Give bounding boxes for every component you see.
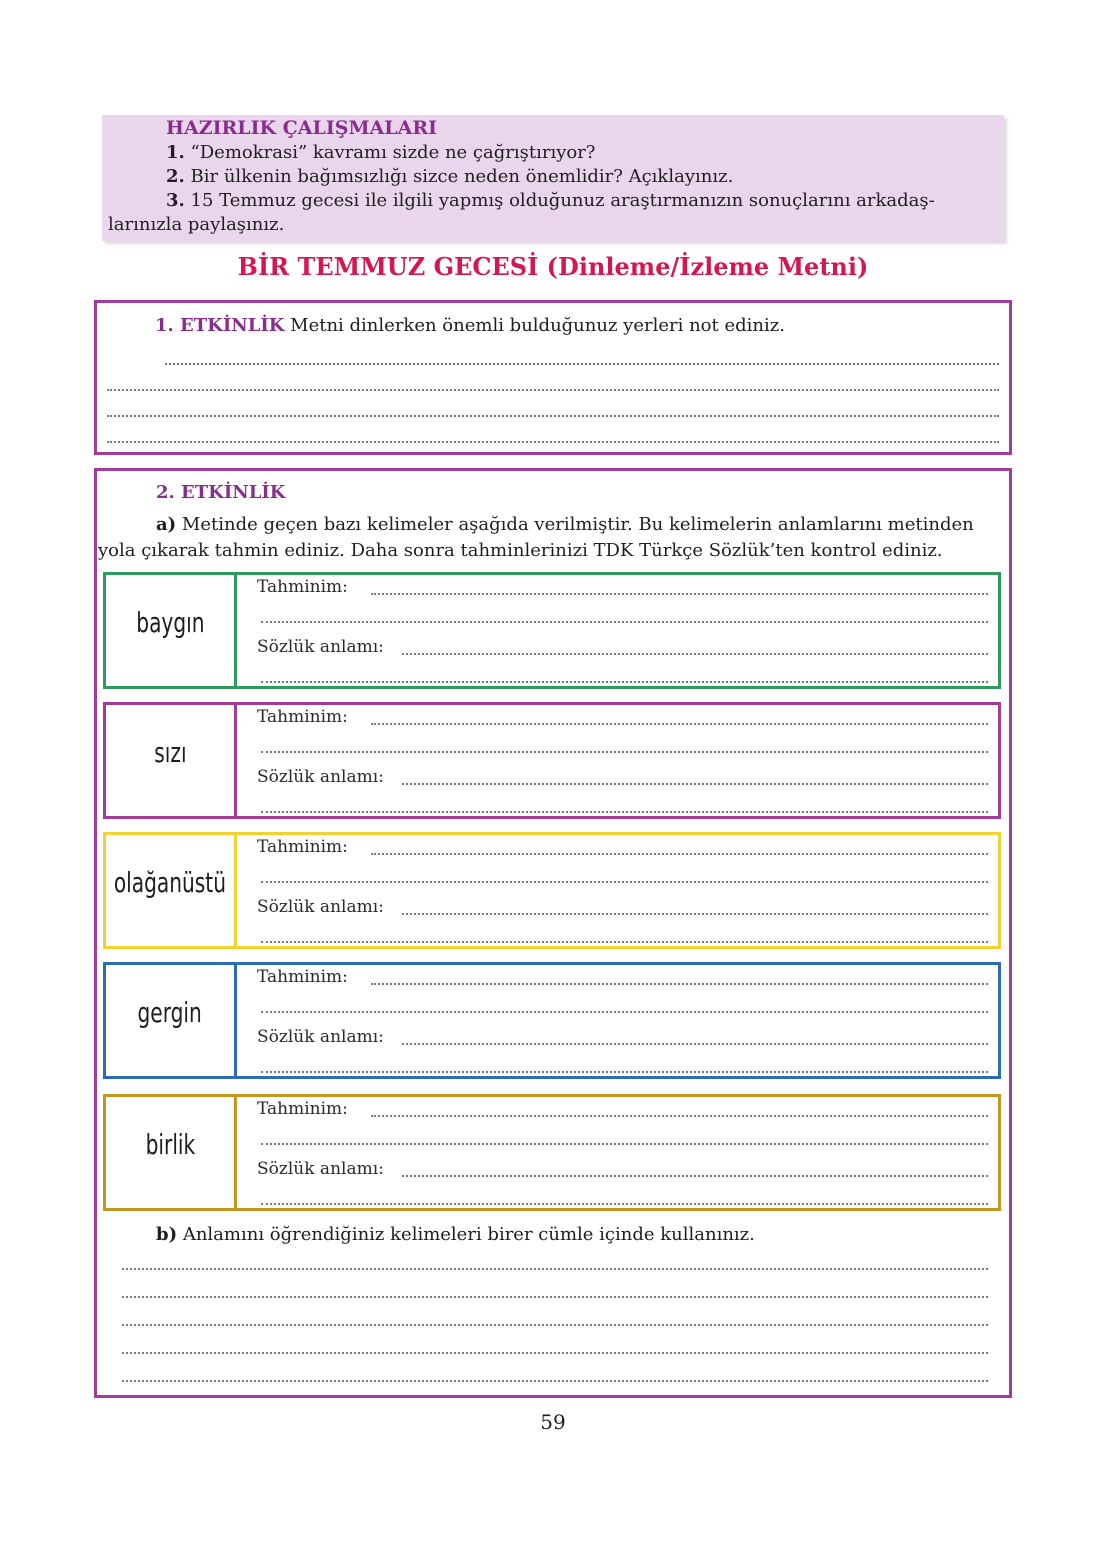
- guess-label: Tahminim:: [257, 1099, 348, 1119]
- dictionary-answer-line[interactable]: [261, 681, 988, 683]
- activity-2-label: 2. ETKİNLİK: [156, 482, 286, 503]
- dictionary-answer-line[interactable]: [261, 1203, 988, 1205]
- dictionary-label: Sözlük anlamı:: [257, 897, 384, 917]
- prep-item-2: 2. Bir ülkenin bağımsızlığı sizce neden önemlidir? Açıklayınız.: [166, 166, 734, 187]
- guess-answer-line[interactable]: [261, 621, 988, 623]
- guess-answer-line[interactable]: [371, 983, 988, 985]
- sentence-line[interactable]: [122, 1380, 988, 1382]
- word-label: olağanüstü: [113, 866, 227, 899]
- guess-answer-line[interactable]: [261, 751, 988, 753]
- guess-answer-line[interactable]: [371, 1115, 988, 1117]
- word-cell: [106, 965, 237, 1076]
- sentence-line[interactable]: [122, 1352, 988, 1354]
- word-label: sızı: [153, 736, 187, 769]
- sentence-line[interactable]: [122, 1296, 988, 1298]
- page-number: 59: [540, 1410, 566, 1434]
- answer-line[interactable]: [107, 415, 999, 417]
- activity-1-instruction: 1. ETKİNLİK Metni dinlerken önemli bulduğunuz yerleri not ediniz.: [155, 315, 785, 336]
- guess-answer-line[interactable]: [371, 853, 988, 855]
- guess-answer-line[interactable]: [371, 593, 988, 595]
- word-cell: [106, 1097, 237, 1208]
- word-cell: [106, 705, 237, 816]
- prep-item-1: 1. “Demokrasi” kavramı sizde ne çağrıştırıyor?: [166, 142, 596, 163]
- sentence-line[interactable]: [122, 1268, 988, 1270]
- page-title: BİR TEMMUZ GECESİ (Dinleme/İzleme Metni): [237, 252, 869, 281]
- guess-label: Tahminim:: [257, 707, 348, 727]
- answer-line[interactable]: [107, 441, 999, 443]
- word-cell: [106, 575, 237, 686]
- dictionary-answer-line[interactable]: [261, 941, 988, 943]
- word-row-olaganustu: [103, 832, 1001, 949]
- activity-2b-instruction: b) Anlamını öğrendiğiniz kelimeleri birer cümle içinde kullanınız.: [156, 1224, 755, 1245]
- guess-label: Tahminim:: [257, 967, 348, 987]
- word-label: birlik: [145, 1128, 195, 1161]
- dictionary-answer-line[interactable]: [402, 1043, 988, 1045]
- prep-item-3-continued: larınızla paylaşınız.: [108, 214, 285, 235]
- dictionary-label: Sözlük anlamı:: [257, 767, 384, 787]
- prep-item-3: 3. 15 Temmuz gecesi ile ilgili yapmış olduğunuz araştırmanızın sonuçlarını arkadaş-: [166, 190, 935, 211]
- activity-1-box: [94, 300, 1012, 455]
- guess-label: Tahminim:: [257, 577, 348, 597]
- activity-2a-line-1: a) Metinde geçen bazı kelimeler aşağıda verilmiştir. Bu kelimelerin anlamlarını metinden: [156, 514, 974, 535]
- word-cell: [106, 835, 237, 946]
- word-label: baygın: [135, 606, 205, 639]
- sentence-line[interactable]: [122, 1324, 988, 1326]
- word-row-baygin: [103, 572, 1001, 689]
- word-label: gergin: [137, 996, 203, 1029]
- guess-answer-line[interactable]: [261, 1143, 988, 1145]
- answer-line[interactable]: [107, 389, 999, 391]
- dictionary-label: Sözlük anlamı:: [257, 1159, 384, 1179]
- dictionary-answer-line[interactable]: [261, 811, 988, 813]
- word-row-sizi: [103, 702, 1001, 819]
- word-row-birlik: [103, 1094, 1001, 1211]
- dictionary-answer-line[interactable]: [402, 913, 988, 915]
- answer-line[interactable]: [165, 363, 999, 365]
- dictionary-answer-line[interactable]: [402, 783, 988, 785]
- guess-answer-line[interactable]: [261, 1011, 988, 1013]
- dictionary-answer-line[interactable]: [402, 1175, 988, 1177]
- guess-answer-line[interactable]: [261, 881, 988, 883]
- dictionary-answer-line[interactable]: [402, 653, 988, 655]
- guess-label: Tahminim:: [257, 837, 348, 857]
- dictionary-label: Sözlük anlamı:: [257, 1027, 384, 1047]
- activity-2a-line-2: yola çıkarak tahmin ediniz. Daha sonra tahminlerinizi TDK Türkçe Sözlük’ten kontrol ediniz.: [98, 540, 943, 561]
- preparation-title: HAZIRLIK ÇALIŞMALARI: [166, 117, 438, 139]
- dictionary-answer-line[interactable]: [261, 1071, 988, 1073]
- dictionary-label: Sözlük anlamı:: [257, 637, 384, 657]
- word-row-gergin: [103, 962, 1001, 1079]
- preparation-box: [102, 115, 1004, 241]
- guess-answer-line[interactable]: [371, 723, 988, 725]
